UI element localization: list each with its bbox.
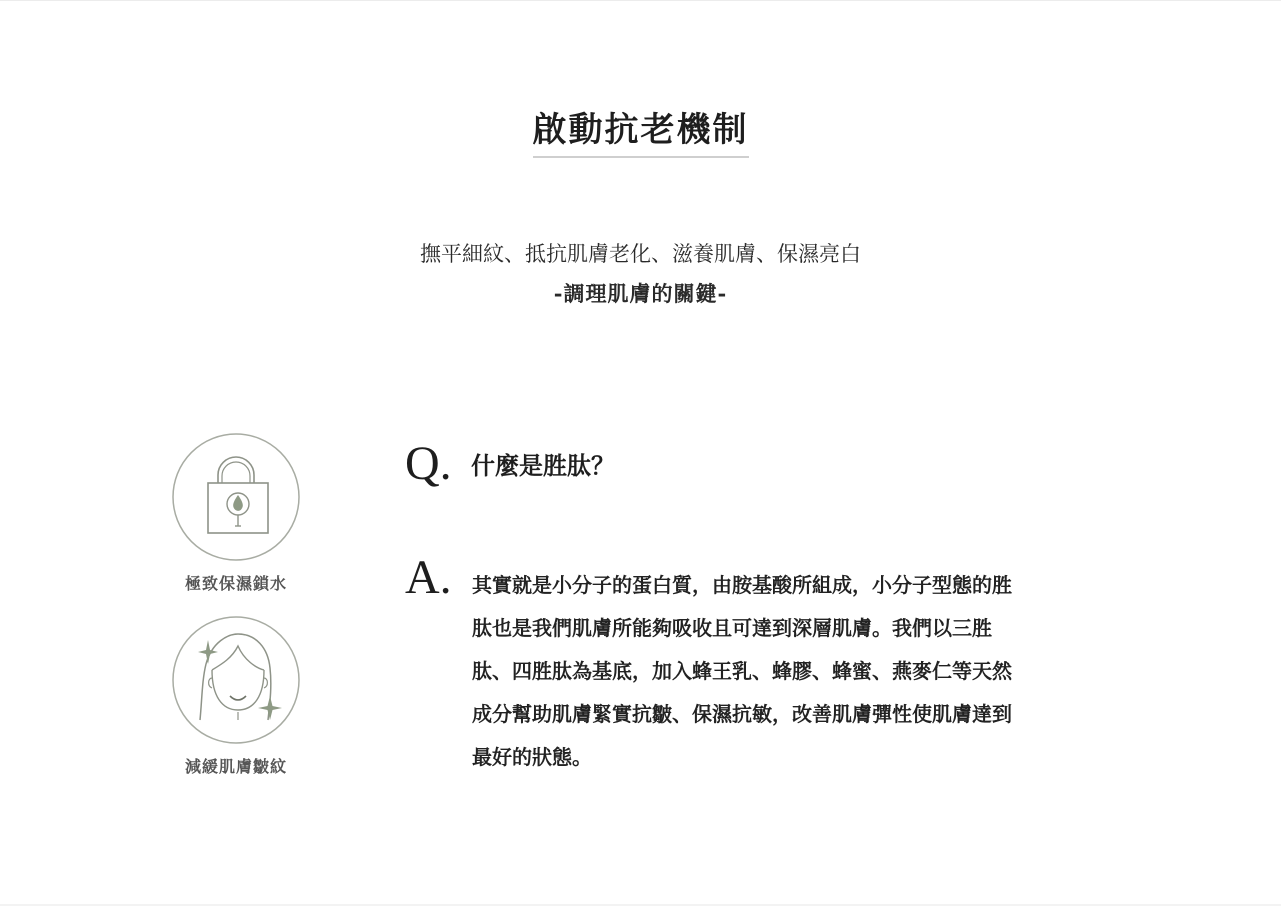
badge-wrinkle <box>170 616 302 777</box>
subtitle-section <box>0 238 1281 310</box>
lock-droplet-icon <box>172 433 300 561</box>
question-marker: Q. <box>405 437 452 490</box>
subtitle-line: 撫平細紋、抵抗肌膚老化、滋養肌膚、保濕亮白 <box>420 242 861 266</box>
page-title: 啟動抗老機制 <box>533 108 749 158</box>
badge-label: 減緩肌膚皺紋 <box>184 757 287 776</box>
subtitle-tagline: -調理肌膚的關鍵- <box>553 281 728 306</box>
badge-moisture <box>170 433 302 594</box>
title-section <box>0 108 1281 158</box>
answer-text: 其實就是小分子的蛋白質，由胺基酸所組成，小分子型態的胜肽也是我們肌膚所能夠吸收且可達到深層肌膚。我們以三胜肽、四胜肽為基底，加入蜂王乳、蜂膠、蜂蜜、燕麥仁等天然成分幫助肌膚緊實抗皺、保濕抗敏，改善肌膚彈性使肌膚達到最好的狀態。 <box>472 573 1012 769</box>
badge-label: 極致保濕鎖水 <box>184 574 287 593</box>
face-sparkle-icon <box>172 616 300 744</box>
top-divider <box>0 0 1281 1</box>
question-text: 什麼是胜肽？ <box>471 451 615 480</box>
answer-marker: A. <box>405 551 452 604</box>
